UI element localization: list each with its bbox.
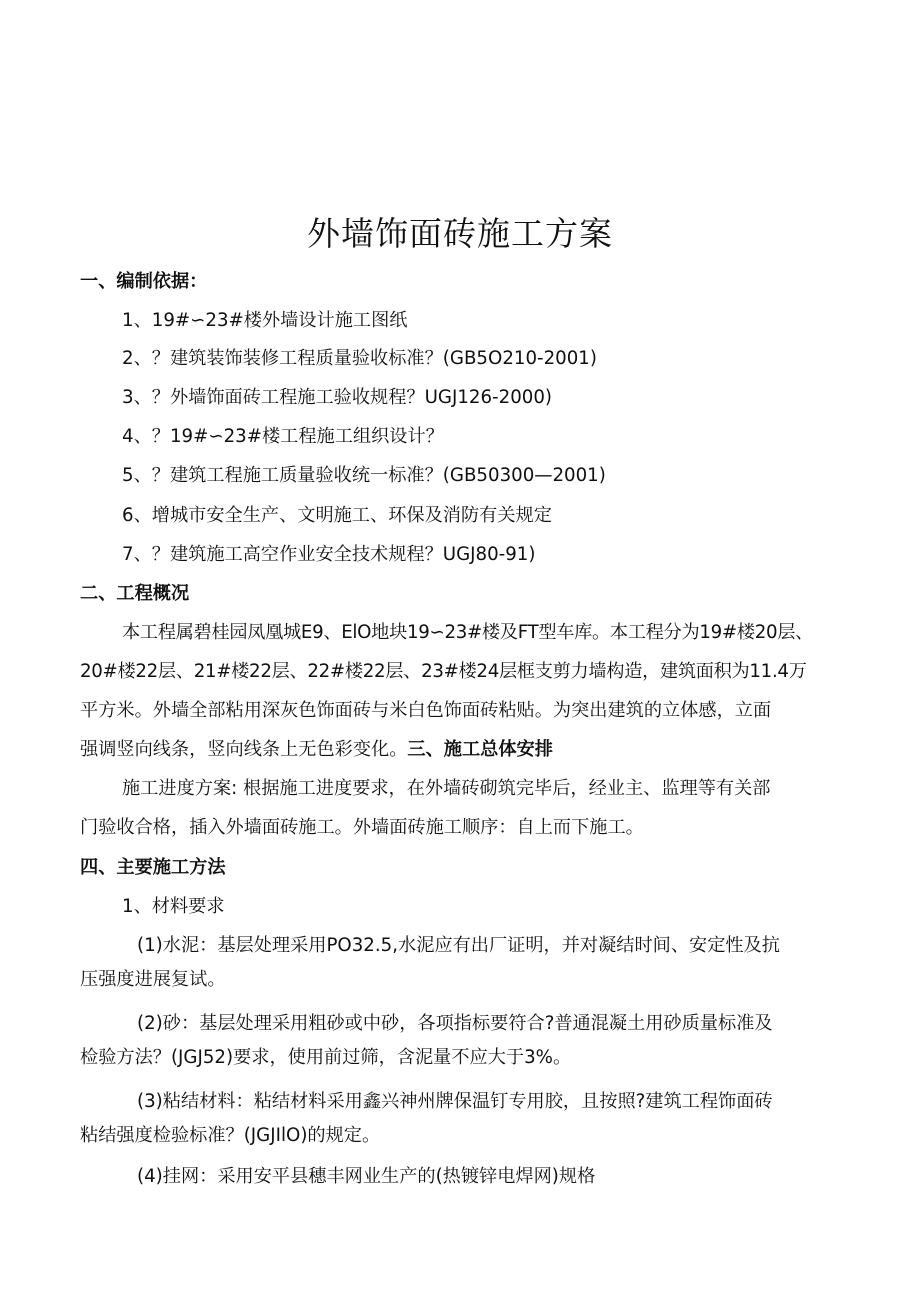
overview-line-4-text: 强调竖向线条，竖向线条上无色彩变化。 [80, 739, 408, 760]
overview-line-1: 本工程属碧桂园凤凰城E9、ElO地块19∽23#楼及FT型车库。本工程分为19#楼20层、 [122, 622, 814, 643]
overview-line-3: 平方米。外墙全部粘用深灰色饰面砖与米白色饰面砖粘贴。为突出建筑的立体感，立面 [80, 700, 772, 721]
material-mesh-line-1: (4)挂网：采用安平县穗丰网业生产的(热镀锌电焊网)规格 [137, 1166, 596, 1187]
basis-item-6: 6、增城市安全生产、文明施工、环保及消防有关规定 [122, 505, 552, 526]
material-cement-line-1: (1)水泥：基层处理采用PO32.5,水泥应有出厂证明，并对凝结时间、安定性及抗 [137, 935, 780, 956]
basis-item-7: 7、？建筑施工高空作业安全技术规程？UGJ80-91) [122, 544, 536, 565]
methods-sub-materials: 1、材料要求 [122, 896, 225, 917]
material-sand-line-2: 检验方法？(JGJ52)要求，使用前过筛，含泥量不应大于3%。 [80, 1047, 572, 1068]
basis-item-2: 2、？建筑装饰装修工程质量验收标准？(GB5O210-2001) [122, 348, 597, 369]
material-cement-line-2: 压强度进展复试。 [80, 969, 226, 990]
overview-line-2: 20#楼22层、21#楼22层、22#楼22层、23#楼24层框支剪力墙构造，建筑面积为11.4万 [80, 661, 807, 682]
section-heading-schedule: 三、施工总体安排 [407, 739, 553, 760]
section-heading-basis: 一、编制依据： [80, 271, 208, 292]
page-title: 外墙饰面砖施工方案 [307, 214, 613, 253]
material-adhesive-line-1: (3)粘结材料：粘结材料采用鑫兴神州牌保温钉专用胶，且按照?建筑工程饰面砖 [137, 1091, 773, 1112]
material-adhesive-line-2: 粘结强度检验标准？(JGJIlO)的规定。 [80, 1125, 381, 1146]
basis-item-1: 1、19#∽23#楼外墙设计施工图纸 [122, 310, 408, 331]
schedule-line-1: 施工进度方案: 根据施工进度要求，在外墙砖砌筑完毕后，经业主、监理等有关部 [122, 778, 771, 799]
overview-line-4 [80, 738, 840, 762]
basis-item-5: 5、？建筑工程施工质量验收统一标准？(GB50300—2001) [122, 465, 606, 486]
schedule-line-2: 门验收合格，插入外墙面砖施工。外墙面砖施工顺序：自上而下施工。 [80, 817, 644, 838]
section-heading-overview: 二、工程概况 [80, 583, 190, 604]
section-heading-methods: 四、主要施工方法 [80, 857, 226, 878]
material-sand-line-1: (2)砂：基层处理采用粗砂或中砂，各项指标要符合?普通混凝土用砂质量标准及 [137, 1013, 773, 1034]
basis-item-3: 3、？外墙饰面砖工程施工验收规程？UGJ126-2000) [122, 387, 552, 408]
basis-item-4: 4、？19#∽23#楼工程施工组织设计？ [122, 426, 444, 447]
